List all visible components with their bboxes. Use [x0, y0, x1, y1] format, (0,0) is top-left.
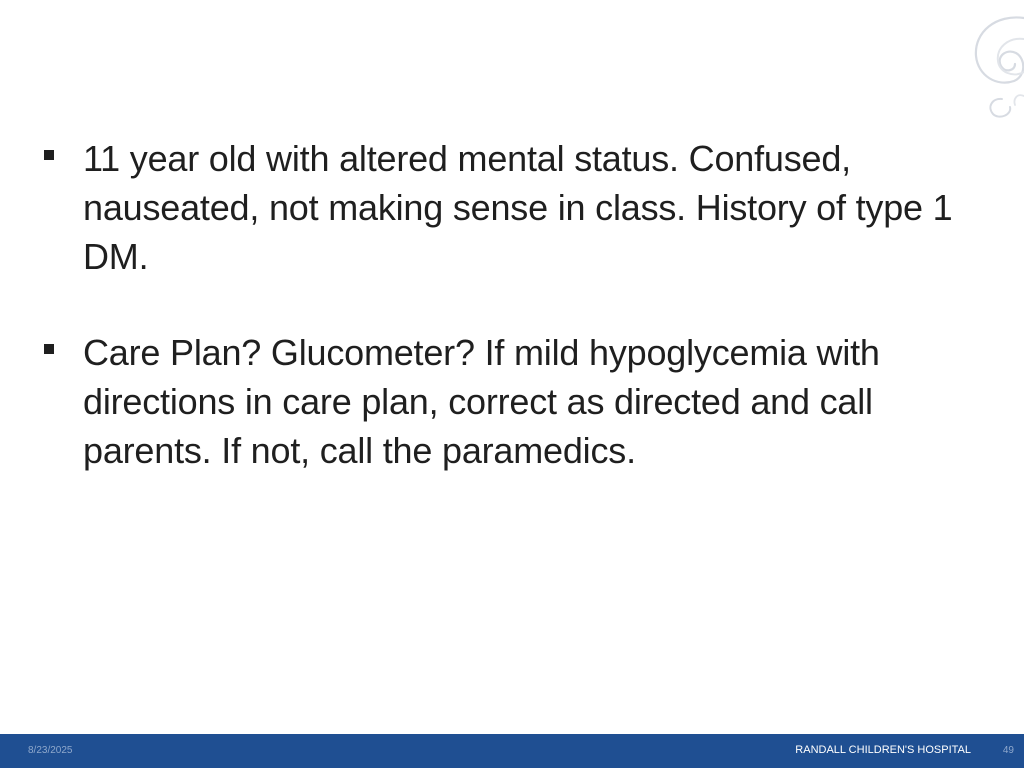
footer-organization: RANDALL CHILDREN'S HOSPITAL: [795, 744, 971, 756]
bullet-item: [44, 328, 974, 475]
footer-date: 8/23/2025: [28, 745, 73, 756]
square-bullet-icon: [44, 134, 83, 160]
footer-bar: [0, 734, 1024, 768]
bullet-text: 11 year old with altered mental status. Confused, nauseated, not making sense in class. History of type 1 DM.: [83, 138, 953, 277]
bullet-item: [44, 134, 974, 281]
bullet-list: [44, 134, 974, 522]
swirl-ornament-icon: [968, 14, 1024, 124]
page-number: 49: [1002, 745, 1014, 756]
square-bullet-icon: [44, 328, 83, 354]
bullet-text: Care Plan? Glucometer? If mild hypoglycemia with directions in care plan, correct as directed and call parents. If not, call the paramedics.: [83, 332, 880, 471]
